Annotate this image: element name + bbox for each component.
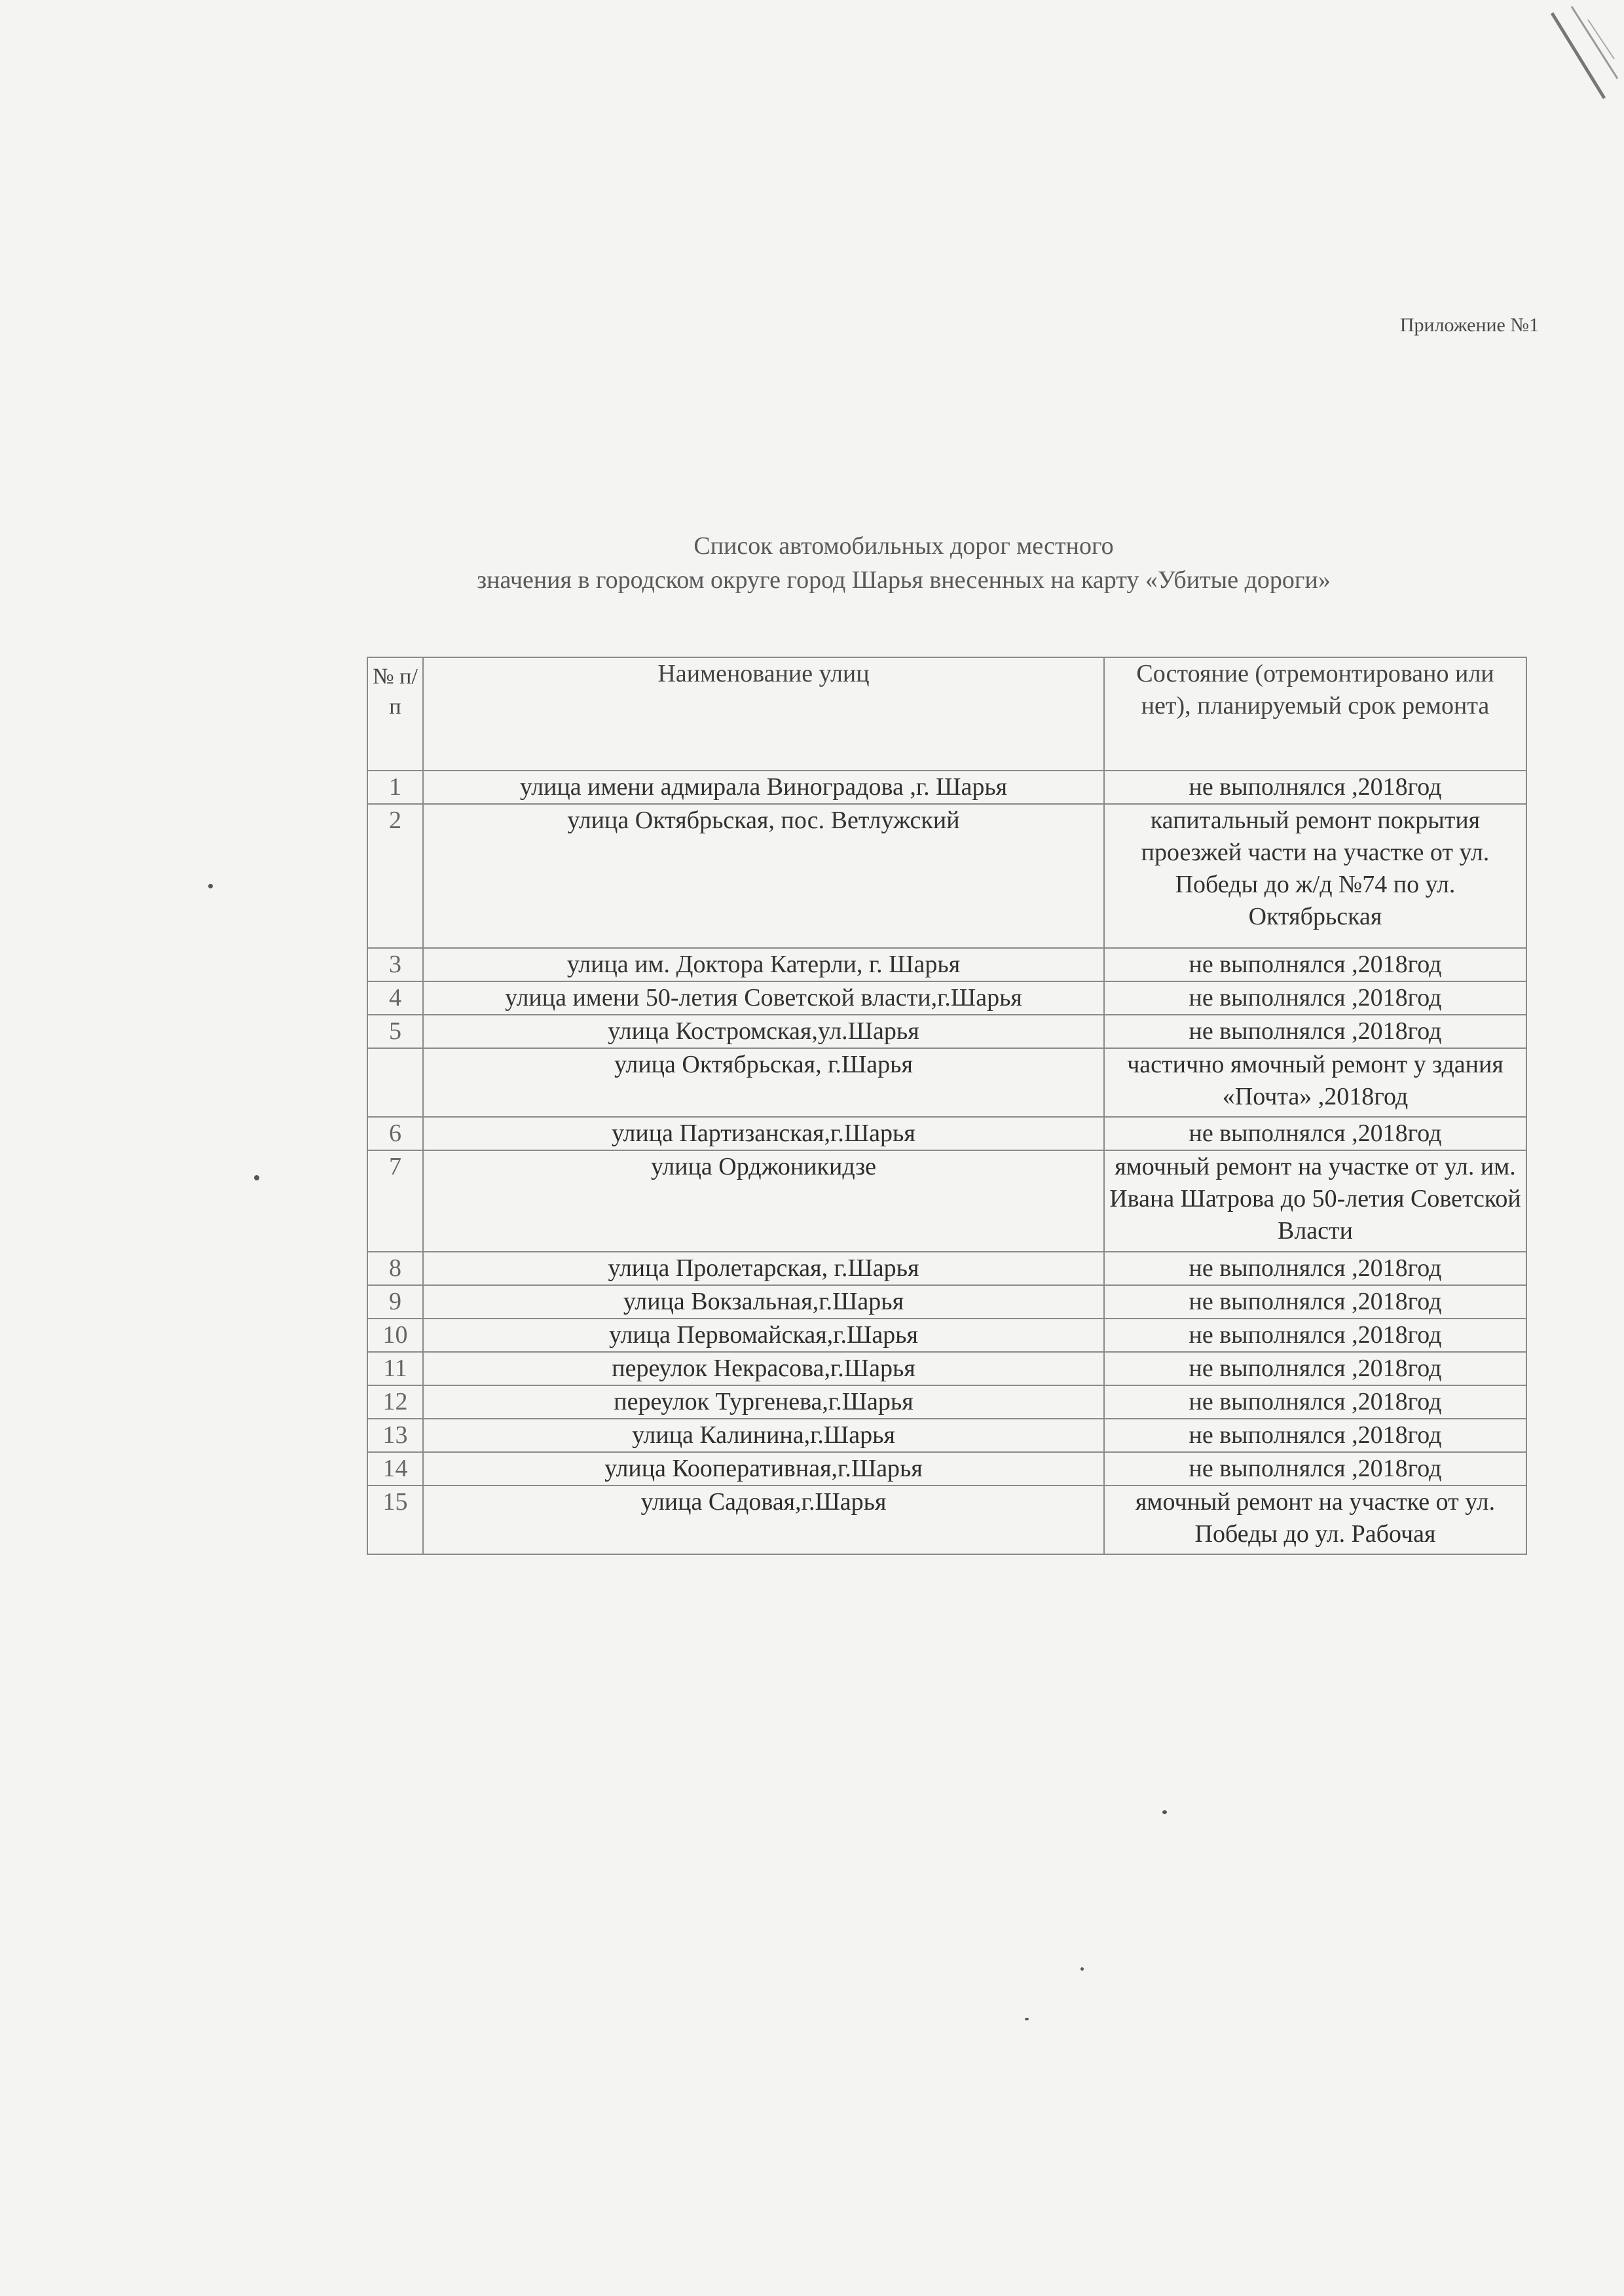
- row-number: [367, 1048, 423, 1117]
- row-repair-state: не выполнялся ,2018год: [1104, 1117, 1526, 1150]
- document-title: [354, 529, 1454, 597]
- table-row: [367, 804, 1526, 948]
- row-repair-state: не выполнялся ,2018год: [1104, 771, 1526, 804]
- row-number: 3: [367, 948, 423, 981]
- scan-edge-marks: [1526, 0, 1624, 105]
- row-street-name: улица Костромская,ул.Шарья: [423, 1015, 1104, 1048]
- row-street-name: улица Партизанская,г.Шарья: [423, 1117, 1104, 1150]
- header-street-name: Наименование улиц: [423, 657, 1104, 771]
- row-repair-state: не выполнялся ,2018год: [1104, 1015, 1526, 1048]
- row-number: 2: [367, 804, 423, 948]
- table-body: [367, 771, 1526, 1554]
- scan-speck: [1162, 1810, 1167, 1814]
- row-number: 9: [367, 1285, 423, 1319]
- row-repair-state: не выполнялся ,2018год: [1104, 1319, 1526, 1352]
- row-repair-state: не выполнялся ,2018год: [1104, 1252, 1526, 1285]
- row-repair-state: частично ямочный ремонт у здания «Почта» ,2018год: [1104, 1048, 1526, 1117]
- table-row: [367, 1419, 1526, 1452]
- row-street-name: улица Кооперативная,г.Шарья: [423, 1452, 1104, 1485]
- row-street-name: улица Садовая,г.Шарья: [423, 1485, 1104, 1554]
- appendix-label: Приложение №1: [1399, 314, 1539, 336]
- title-line-2: значения в городском округе город Шарья внесенных на карту «Убитые дороги»: [477, 566, 1331, 594]
- row-repair-state: ямочный ремонт на участке от ул. Победы до ул. Рабочая: [1104, 1485, 1526, 1554]
- table-row: [367, 981, 1526, 1015]
- row-street-name: улица имени адмирала Виноградова ,г. Шарья: [423, 771, 1104, 804]
- table-row: [367, 1352, 1526, 1385]
- row-street-name: переулок Тургенева,г.Шарья: [423, 1385, 1104, 1419]
- row-repair-state: не выполнялся ,2018год: [1104, 1285, 1526, 1319]
- table-row: [367, 948, 1526, 981]
- row-repair-state: не выполнялся ,2018год: [1104, 1452, 1526, 1485]
- table-row: [367, 771, 1526, 804]
- row-street-name: улица им. Доктора Катерли, г. Шарья: [423, 948, 1104, 981]
- row-street-name: улица Октябрьская, пос. Ветлужский: [423, 804, 1104, 948]
- row-street-name: улица имени 50-летия Советской власти,г.Шарья: [423, 981, 1104, 1015]
- header-repair-state: Состояние (отремонтировано или нет), планируемый срок ремонта: [1104, 657, 1526, 771]
- row-number: 5: [367, 1015, 423, 1048]
- table-header-row: [367, 657, 1526, 771]
- row-number: 1: [367, 771, 423, 804]
- table-row: [367, 1015, 1526, 1048]
- row-street-name: улица Калинина,г.Шарья: [423, 1419, 1104, 1452]
- row-repair-state: капитальный ремонт покрытия проезжей части на участке от ул. Победы до ж/д №74 по ул. Октябрьская: [1104, 804, 1526, 948]
- table-row: [367, 1048, 1526, 1117]
- row-street-name: улица Орджоникидзе: [423, 1150, 1104, 1252]
- row-number: 4: [367, 981, 423, 1015]
- row-street-name: переулок Некрасова,г.Шарья: [423, 1352, 1104, 1385]
- row-street-name: улица Вокзальная,г.Шарья: [423, 1285, 1104, 1319]
- row-number: 11: [367, 1352, 423, 1385]
- title-line-1: Список автомобильных дорог местного: [693, 532, 1114, 560]
- row-number: 15: [367, 1485, 423, 1554]
- row-repair-state: не выполнялся ,2018год: [1104, 1419, 1526, 1452]
- row-number: 6: [367, 1117, 423, 1150]
- roads-table: [367, 657, 1527, 1555]
- table-row: [367, 1150, 1526, 1252]
- row-street-name: улица Пролетарская, г.Шарья: [423, 1252, 1104, 1285]
- table-row: [367, 1117, 1526, 1150]
- row-repair-state: ямочный ремонт на участке от ул. им. Ивана Шатрова до 50-летия Советской Власти: [1104, 1150, 1526, 1252]
- table-row: [367, 1485, 1526, 1554]
- scan-speck: [1025, 2018, 1029, 2020]
- row-number: 12: [367, 1385, 423, 1419]
- row-repair-state: не выполнялся ,2018год: [1104, 948, 1526, 981]
- row-number: 10: [367, 1319, 423, 1352]
- row-number: 14: [367, 1452, 423, 1485]
- scan-speck: [1080, 1967, 1084, 1971]
- table-row: [367, 1385, 1526, 1419]
- row-street-name: улица Октябрьская, г.Шарья: [423, 1048, 1104, 1117]
- row-repair-state: не выполнялся ,2018год: [1104, 1352, 1526, 1385]
- scan-speck: [208, 884, 213, 888]
- header-number: № п/п: [367, 657, 423, 771]
- row-number: 13: [367, 1419, 423, 1452]
- table-row: [367, 1452, 1526, 1485]
- table-row: [367, 1252, 1526, 1285]
- table-row: [367, 1319, 1526, 1352]
- row-street-name: улица Первомайская,г.Шарья: [423, 1319, 1104, 1352]
- table-row: [367, 1285, 1526, 1319]
- row-repair-state: не выполнялся ,2018год: [1104, 981, 1526, 1015]
- row-repair-state: не выполнялся ,2018год: [1104, 1385, 1526, 1419]
- scan-speck: [254, 1175, 259, 1180]
- row-number: 8: [367, 1252, 423, 1285]
- row-number: 7: [367, 1150, 423, 1252]
